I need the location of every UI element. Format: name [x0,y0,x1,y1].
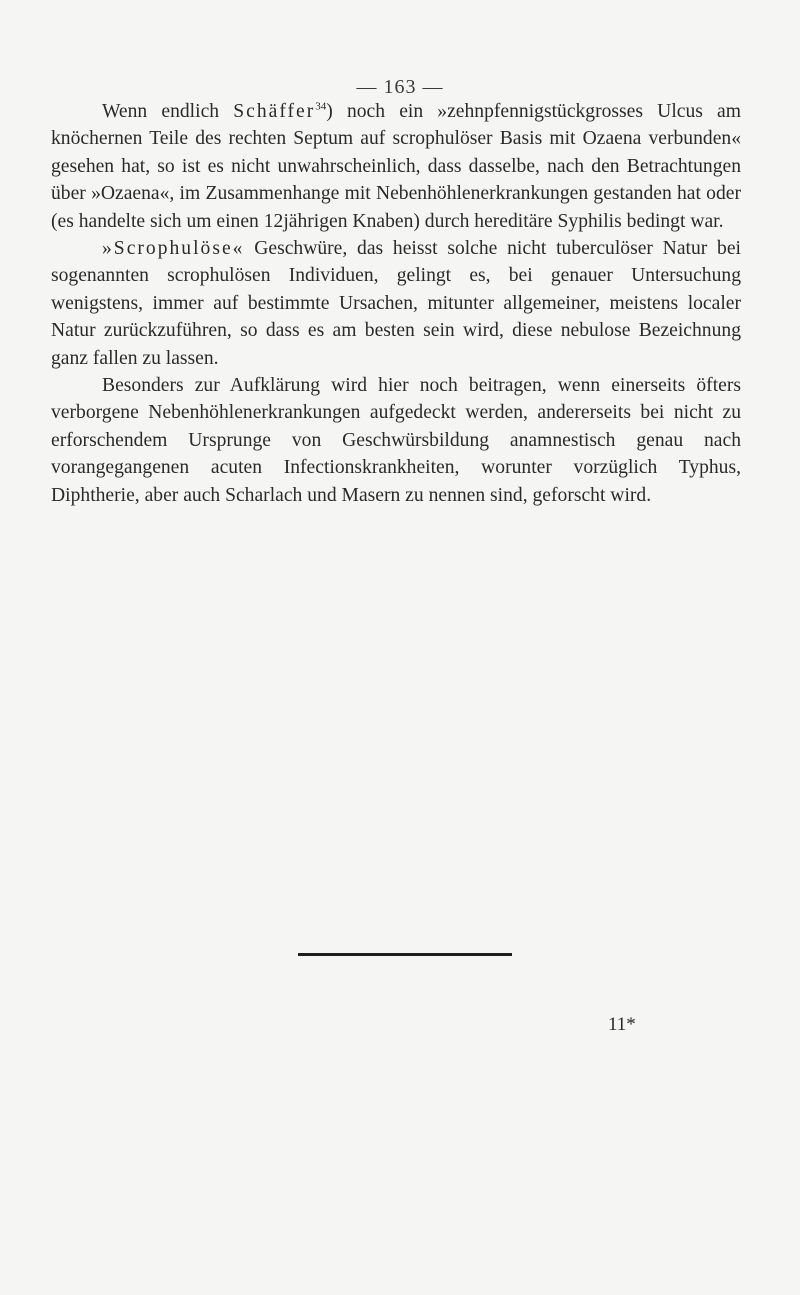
page-number: — 163 — [356,76,444,98]
p1-intro: Wenn endlich [102,101,234,122]
body-text [51,98,741,509]
scrophulose-term: »Scrophulöse« [102,238,245,260]
section-divider [298,953,512,956]
paragraph-3: Besonders zur Aufklärung wird hier noch beitragen, wenn einerseits öfters verborgene Nebenhöhlenerkrankungen aufgedeckt werden, andererseits bei nicht zu erforschendem Ursprunge von Geschwürsbildung anamnestisch genau nach vorangegangenen acuten Infectionskrankheiten, worunter vorzüglich Typhus, Diphtherie, aber auch Scharlach und Masern zu nennen sind, geforscht wird. [51,375,741,506]
printer-signature: 11* [608,1014,636,1035]
footnote-ref: 34 [315,100,327,113]
p2-body: Geschwüre, das heisst solche nicht tuberculöser Natur bei sogenannten scrophulösen Individuen, gelingt es, bei genauer Untersuchung wenigstens, immer auf bestimmte Ursachen, mitunter allgemeiner, meistens localer Natur zurückzuführen, so dass es am besten sein wird, diese nebulose Bezeichnung ganz fallen zu lassen. [51,238,741,369]
paragraph-1 [51,98,741,235]
p1-body: ) noch ein »zehnpfennigstückgrosses Ulcus am knöchernen Teile des rechten Septum auf scrophulöser Basis mit Ozaena verbunden« gesehen hat, so ist es nicht unwahrscheinlich, dass dasselbe, nach den Betrachtungen über »Ozaena«, im Zusammenhange mit Nebenhöhlenerkrankungen gestanden hat oder (es handelte sich um einen 12jährigen Knaben) durch hereditäre Syphilis bedingt war. [51,101,741,232]
paragraph-2 [51,235,741,372]
author-name: Schäffer [233,101,316,122]
